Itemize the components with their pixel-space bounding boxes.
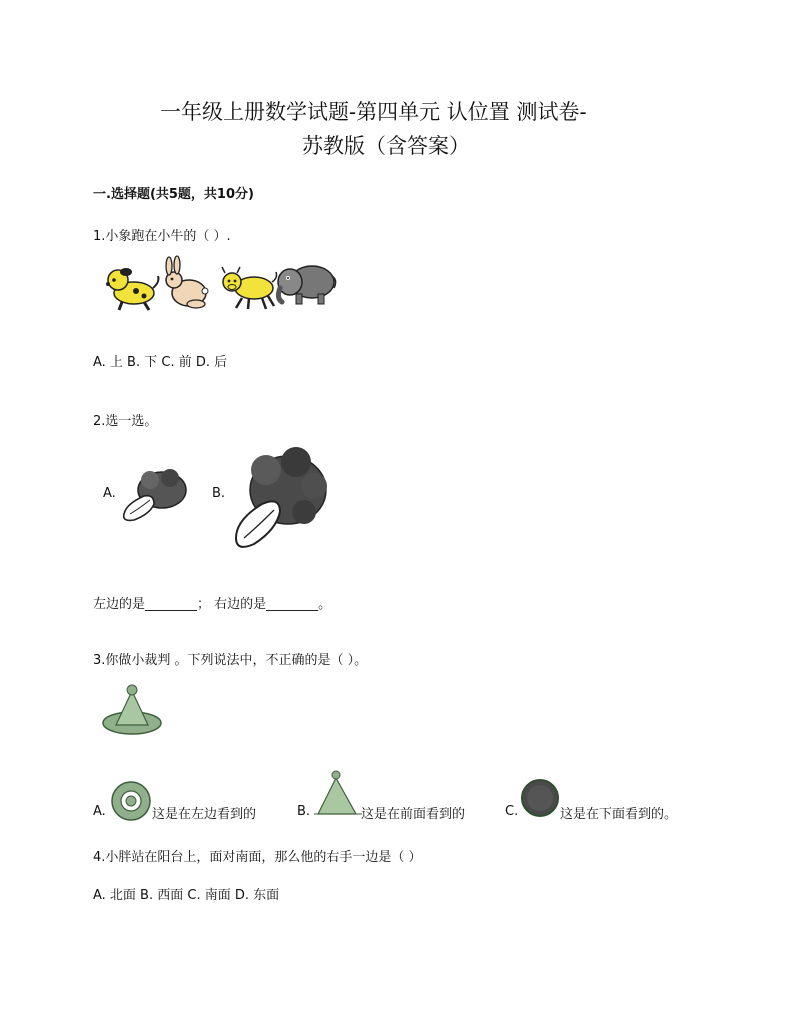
front-view-triangle-icon	[314, 771, 362, 814]
q3-option-b-label: B.	[297, 804, 311, 819]
q3-option-c-image	[520, 778, 560, 818]
q3-option-a-label: A.	[93, 804, 106, 819]
q1-animals-image	[104, 258, 339, 318]
cabbage-icon	[124, 469, 186, 520]
question-1-stem: 1.小象跑在小牛的（ ）.	[93, 229, 231, 244]
q2-cabbage-small-image	[120, 466, 192, 526]
question-2-stem: 2.选一选。	[93, 414, 158, 429]
section-heading: 一.选择题(共5题，共10分)	[93, 187, 254, 202]
bottom-view-disc-icon	[522, 780, 558, 816]
question-3-stem: 3.你做小裁判 。下列说法中，不正确的是（ ）。	[93, 653, 368, 668]
q2-cabbage-large-image	[230, 446, 330, 552]
question-4-stem: 4.小胖站在阳台上，面对南面，那么他的右手一边是（ ）	[93, 850, 422, 865]
q3-option-b-image	[314, 768, 362, 820]
rabbit-icon	[166, 256, 208, 308]
page-title-line1: 一年级上册数学试题-第四单元 认位置 测试卷-	[160, 100, 587, 124]
page-title-line2: 苏教版（含答案）	[302, 134, 470, 158]
cabbage-icon	[236, 447, 327, 547]
q3-option-b-text: 这是在前面看到的	[361, 807, 466, 822]
q3-cone-hat-image	[102, 683, 164, 739]
q3-option-a-image	[110, 780, 152, 822]
question-4-options: A. 北面 B. 西面 C. 南面 D. 东面	[93, 888, 280, 903]
elephant-icon	[278, 266, 336, 304]
q3-option-a-text: 这是在左边看到的	[152, 807, 257, 822]
top-view-circle-icon	[112, 782, 150, 820]
cow-icon	[222, 267, 277, 309]
q3-option-c-label: C.	[505, 804, 519, 819]
question-1-options: A. 上 B. 下 C. 前 D. 后	[93, 355, 228, 370]
question-2-blank-line: 左边的是________； 右边的是________。	[93, 597, 332, 612]
q3-option-c-text: 这是在下面看到的。	[560, 807, 678, 822]
q2-label-a: A.	[103, 486, 116, 501]
cone-hat-icon	[103, 685, 161, 734]
dog-icon	[106, 268, 158, 310]
q2-label-b: B.	[212, 486, 226, 501]
